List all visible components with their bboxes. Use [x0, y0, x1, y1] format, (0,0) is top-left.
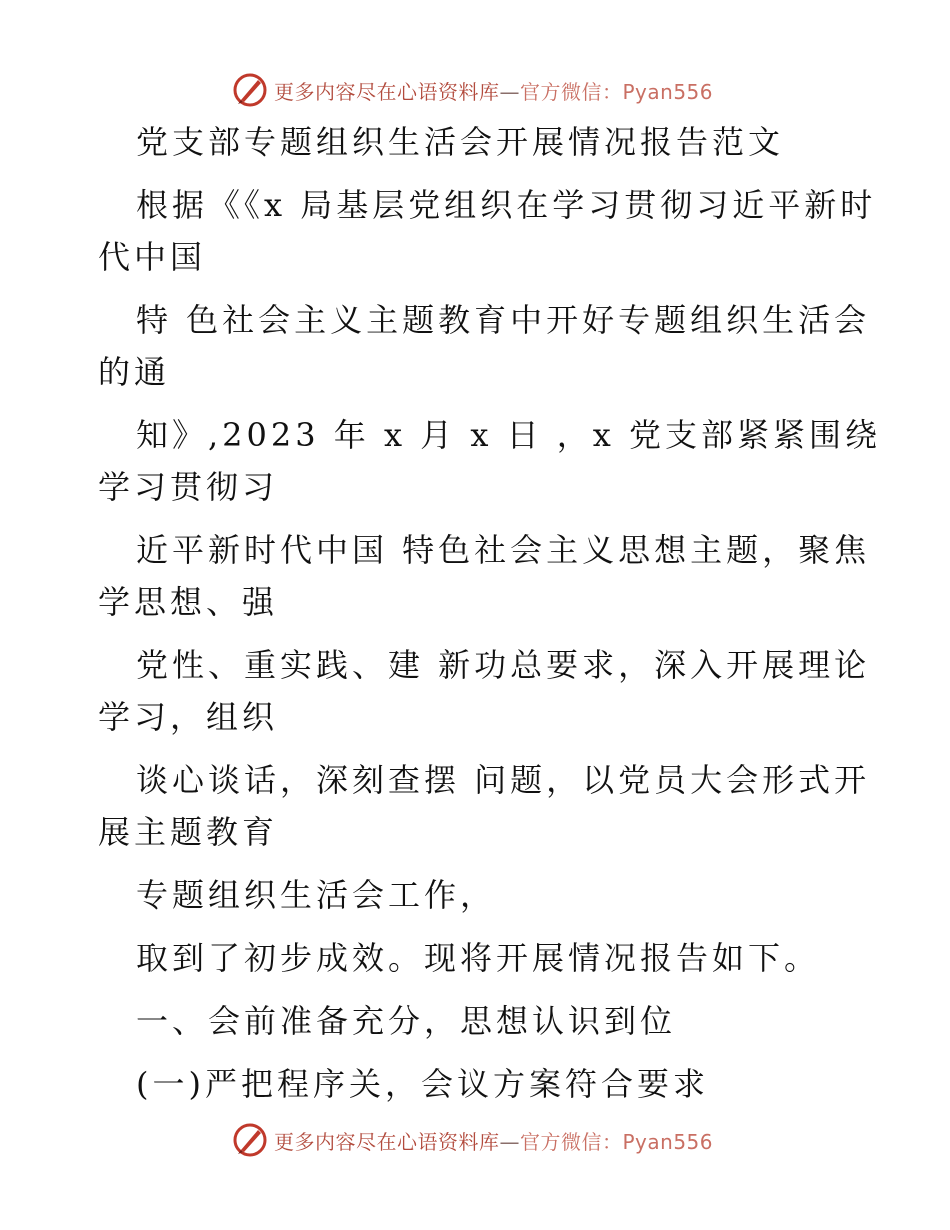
- watermark-wechat-id: Pyan556: [622, 79, 714, 104]
- watermark-wechat-id: Pyan556: [622, 1129, 714, 1154]
- paragraph-line: 学思想、强: [98, 583, 279, 621]
- red-feather-pen-logo-icon: [232, 72, 268, 108]
- document-title: 党支部专题组织生活会开展情况报告范文: [136, 123, 785, 161]
- watermark-banner-bottom: [232, 1120, 752, 1160]
- watermark-wechat-label: 官方微信：: [520, 79, 623, 104]
- watermark-separator: —: [499, 79, 520, 104]
- paragraph-line: 党性、重实践、建 新功总要求，深入开展理论: [136, 646, 871, 684]
- paragraph-line: 特 色社会主义主题教育中开好专题组织生活会: [136, 301, 871, 339]
- red-feather-pen-logo-icon: [232, 1122, 268, 1158]
- paragraph-line: 知》,2023 年 x 月 x 日 ，x 党支部紧紧围绕: [136, 416, 881, 454]
- watermark-site: 更多内容尽在心语资料库: [274, 79, 500, 104]
- paragraph-line: 代中国: [98, 238, 207, 276]
- watermark-site: 更多内容尽在心语资料库: [274, 1129, 500, 1154]
- paragraph-line: 学习贯彻习: [98, 468, 279, 506]
- watermark-text: [274, 76, 713, 105]
- document-body: [98, 122, 881, 1104]
- paragraph-line: 谈心谈话，深刻查摆 问题，以党员大会形式开: [136, 761, 871, 799]
- paragraph-line: 近平新时代中国 特色社会主义思想主题，聚焦: [136, 531, 871, 569]
- paragraph-line: 取到了初步成效。现将开展情况报告如下。: [136, 939, 821, 977]
- watermark-banner-top: [232, 70, 752, 110]
- paragraph-line: 的通: [98, 353, 171, 391]
- paragraph-line: 专题组织生活会工作，: [136, 876, 497, 914]
- paragraph-line: 学习，组织: [98, 698, 279, 736]
- watermark-separator: —: [499, 1129, 520, 1154]
- paragraph-line: 展主题教育: [98, 813, 279, 851]
- watermark-text: [274, 1126, 713, 1155]
- watermark-wechat-label: 官方微信：: [520, 1129, 623, 1154]
- section-heading: 一、会前准备充分，思想认识到位: [136, 1002, 677, 1040]
- paragraph-line: 根据《《x 局基层党组织在学习贯彻习近平新时: [136, 186, 877, 224]
- subsection-heading: (一)严把程序关，会议方案符合要求: [136, 1065, 709, 1103]
